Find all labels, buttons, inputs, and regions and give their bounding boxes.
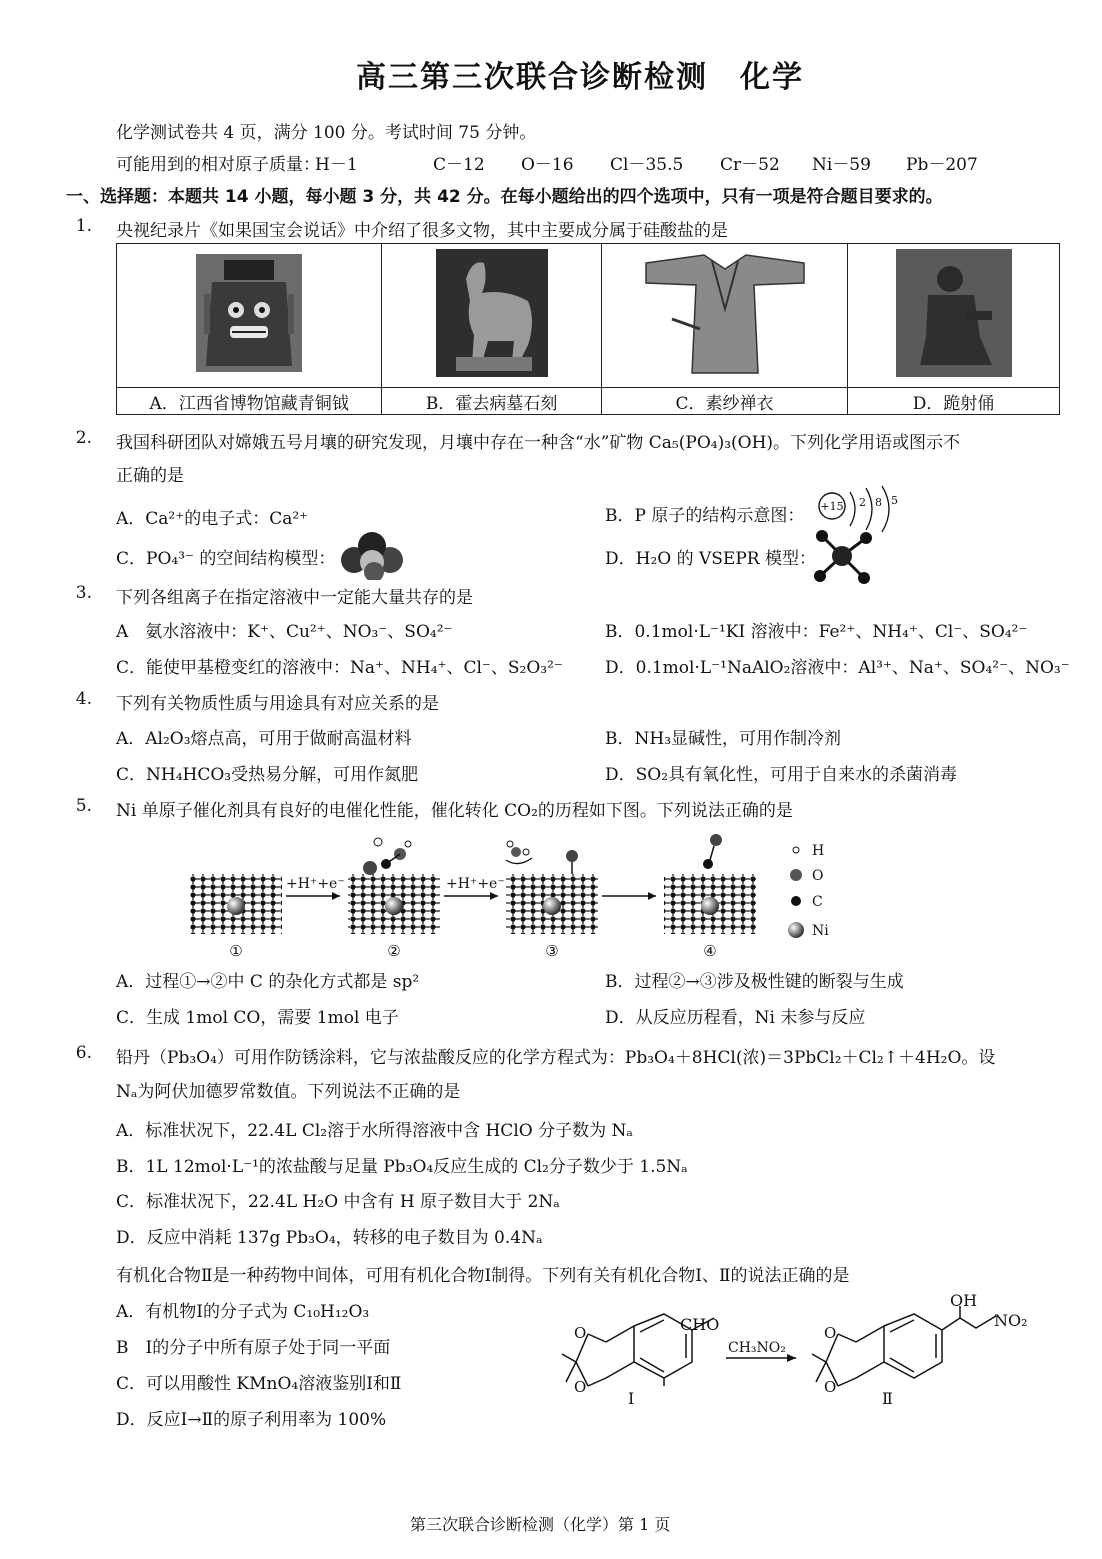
phosphate-space-filling-model bbox=[340, 528, 406, 580]
option-b: B．1L 12mol·L⁻¹的浓盐酸与足量 Pb₃O₄反应生成的 Cl₂分子数少于 1.5Nₐ bbox=[116, 1157, 688, 1177]
option-d: D．反应中消耗 137g Pb₃O₄，转移的电子数目为 0.4Nₐ bbox=[116, 1228, 543, 1248]
option-a: A．Ca²⁺的电子式：Ca²⁺ bbox=[116, 509, 309, 529]
mass-item: Pb－207 bbox=[906, 155, 978, 175]
silk-robe-image bbox=[642, 249, 808, 377]
option-c: C．PO₄³⁻ 的空间结构模型： bbox=[116, 549, 336, 569]
option-c: C．可以用酸性 KMnO₄溶液鉴别Ⅰ和Ⅱ bbox=[116, 1374, 402, 1394]
nucleus-charge: +15 bbox=[820, 500, 844, 513]
caption: D．跪射俑 bbox=[848, 388, 1060, 415]
caption: C．素纱禅衣 bbox=[601, 388, 847, 415]
nitro-group: NO₂ bbox=[994, 1311, 1028, 1330]
mass-item: H－1 bbox=[315, 155, 358, 175]
caption: B．霍去病墓石刻 bbox=[382, 388, 602, 415]
option-b: B．0.1mol·L⁻¹KI 溶液中：Fe²⁺、NH₄⁺、Cl⁻、SO₄²⁻ bbox=[605, 622, 1028, 642]
option-a: A．标准状况下，22.4L Cl₂溶于水所得溶液中含 HClO 分子数为 Nₐ bbox=[116, 1121, 633, 1141]
question-stem: 有机化合物Ⅱ是一种药物中间体，可用有机化合物Ⅰ制得。下列有关有机化合物Ⅰ、Ⅱ的说法正确的是 bbox=[116, 1266, 850, 1286]
option-a: A 氨水溶液中：K⁺、Cu²⁺、NO₃⁻、SO₄²⁻ bbox=[116, 622, 453, 642]
page-footer: 第三次联合诊断检测（化学）第 1 页 bbox=[410, 1515, 671, 1534]
compound-label: Ⅱ bbox=[882, 1389, 893, 1408]
masses-label: 可能用到的相对原子质量： bbox=[116, 155, 320, 175]
question-stem: 央视纪录片《如果国宝会说话》中介绍了很多文物，其中主要成分属于硅酸盐的是 bbox=[116, 221, 728, 241]
question-number: 2. bbox=[75, 428, 92, 448]
intro-line: 化学测试卷共 4 页，满分 100 分。考试时间 75 分钟。 bbox=[116, 123, 537, 143]
mass-item: Cr－52 bbox=[720, 155, 780, 175]
question-stem: 正确的是 bbox=[116, 466, 184, 486]
option-a: A．有机物Ⅰ的分子式为 C₁₀H₁₂O₃ bbox=[116, 1302, 370, 1322]
option-b: B．P 原子的结构示意图： bbox=[605, 506, 805, 526]
legend-c: C bbox=[812, 894, 823, 910]
question-stem: 铅丹（Pb₃O₄）可用作防锈涂料，它与浓盐酸反应的化学方程式为：Pb₃O₄＋8HCl(浓)＝3PbCl₂＋Cl₂↑＋4H₂O。设 bbox=[116, 1048, 996, 1068]
artifact-table bbox=[116, 243, 1060, 415]
mass-item: O－16 bbox=[521, 155, 574, 175]
organic-reaction-scheme bbox=[556, 1292, 1036, 1422]
option-a: A．过程①→②中 C 的杂化方式都是 sp² bbox=[116, 972, 420, 992]
legend-h: H bbox=[812, 843, 825, 859]
question-number: 4. bbox=[75, 689, 92, 709]
question-stem: 下列各组离子在指定溶液中一定能大量共存的是 bbox=[116, 588, 473, 608]
option-b: B．过程②→③涉及极性键的断裂与生成 bbox=[605, 972, 904, 992]
section-header: 一、选择题：本题共 14 小题，每小题 3 分，共 42 分。在每小题给出的四个选项中，只有一项是符合题目要求的。 bbox=[66, 187, 943, 207]
stage-number: ② bbox=[387, 942, 401, 960]
svg-text:O: O bbox=[574, 1324, 587, 1342]
svg-text:O: O bbox=[574, 1378, 587, 1396]
bronze-axe-image bbox=[196, 254, 302, 372]
mass-item: Ni－59 bbox=[812, 155, 871, 175]
legend-ni: Ni bbox=[812, 923, 829, 939]
shell-count: 2 bbox=[859, 496, 866, 509]
option-d: D．0.1mol·L⁻¹NaAlO₂溶液中：Al³⁺、Na⁺、SO₄²⁻、NO₃⁻ bbox=[605, 658, 1070, 678]
question-stem: Nₐ为阿伏加德罗常数值。下列说法不正确的是 bbox=[116, 1082, 461, 1102]
option-c: C．标准状况下，22.4L H₂O 中含有 H 原子数目大于 2Nₐ bbox=[116, 1192, 560, 1212]
page-title: 高三第三次联合诊断检测 化学 bbox=[356, 60, 804, 95]
mass-item: C－12 bbox=[433, 155, 485, 175]
question-stem: 我国科研团队对嫦娥五号月壤的研究发现，月壤中存在一种含“水”矿物 Ca₅(PO₄)₃(OH)。下列化学用语或图示不 bbox=[116, 433, 961, 453]
question-stem: 下列有关物质性质与用途具有对应关系的是 bbox=[116, 694, 439, 714]
question-number: 5. bbox=[75, 796, 92, 816]
option-c: C．生成 1mol CO，需要 1mol 电子 bbox=[116, 1008, 399, 1028]
stage-number: ① bbox=[229, 942, 243, 960]
question-stem: Ni 单原子催化剂具有良好的电催化性能，催化转化 CO₂的历程如下图。下列说法正确的是 bbox=[116, 801, 793, 821]
option-d: D．H₂O 的 VSEPR 模型： bbox=[605, 549, 816, 569]
mass-item: Cl－35.5 bbox=[610, 155, 684, 175]
option-c: C．能使甲基橙变红的溶液中：Na⁺、NH₄⁺、Cl⁻、S₂O₃²⁻ bbox=[116, 658, 563, 678]
option-d: D．SO₂具有氧化性，可用于自来水的杀菌消毒 bbox=[605, 765, 958, 785]
option-c: C．NH₄HCO₃受热易分解，可用作氮肥 bbox=[116, 765, 419, 785]
question-number: 1. bbox=[75, 216, 92, 236]
svg-text:O: O bbox=[824, 1324, 837, 1342]
option-b: B．NH₃显碱性，可用作制冷剂 bbox=[605, 729, 842, 749]
cho-group: CHO bbox=[680, 1315, 720, 1334]
question-number: 6. bbox=[75, 1043, 92, 1063]
option-d: D．反应Ⅰ→Ⅱ的原子利用率为 100% bbox=[116, 1410, 387, 1430]
stone-horse-image bbox=[436, 249, 548, 377]
option-d: D．从反应历程看，Ni 未参与反应 bbox=[605, 1008, 866, 1028]
step-label: +H⁺+e⁻ bbox=[446, 876, 505, 892]
reagent: CH₃NO₂ bbox=[728, 1340, 786, 1356]
step-label: +H⁺+e⁻ bbox=[286, 876, 345, 892]
caption: A．江西省博物馆藏青铜钺 bbox=[117, 388, 382, 415]
hydroxyl-group: OH bbox=[950, 1292, 978, 1310]
legend-o: O bbox=[812, 868, 824, 884]
stage-number: ③ bbox=[545, 942, 559, 960]
compound-label: Ⅰ bbox=[628, 1389, 635, 1408]
kneeling-archer-image bbox=[896, 249, 1012, 377]
question-number: 3. bbox=[75, 583, 92, 603]
option-a: A．Al₂O₃熔点高，可用于做耐高温材料 bbox=[116, 729, 412, 749]
shell-count: 5 bbox=[891, 494, 898, 507]
svg-text:O: O bbox=[824, 1378, 837, 1396]
option-b: B Ⅰ的分子中所有原子处于同一平面 bbox=[116, 1338, 391, 1358]
stage-number: ④ bbox=[703, 942, 717, 960]
water-vsepr-model bbox=[808, 526, 876, 586]
shell-count: 8 bbox=[875, 496, 882, 509]
co2-reduction-mechanism-diagram bbox=[180, 828, 840, 960]
